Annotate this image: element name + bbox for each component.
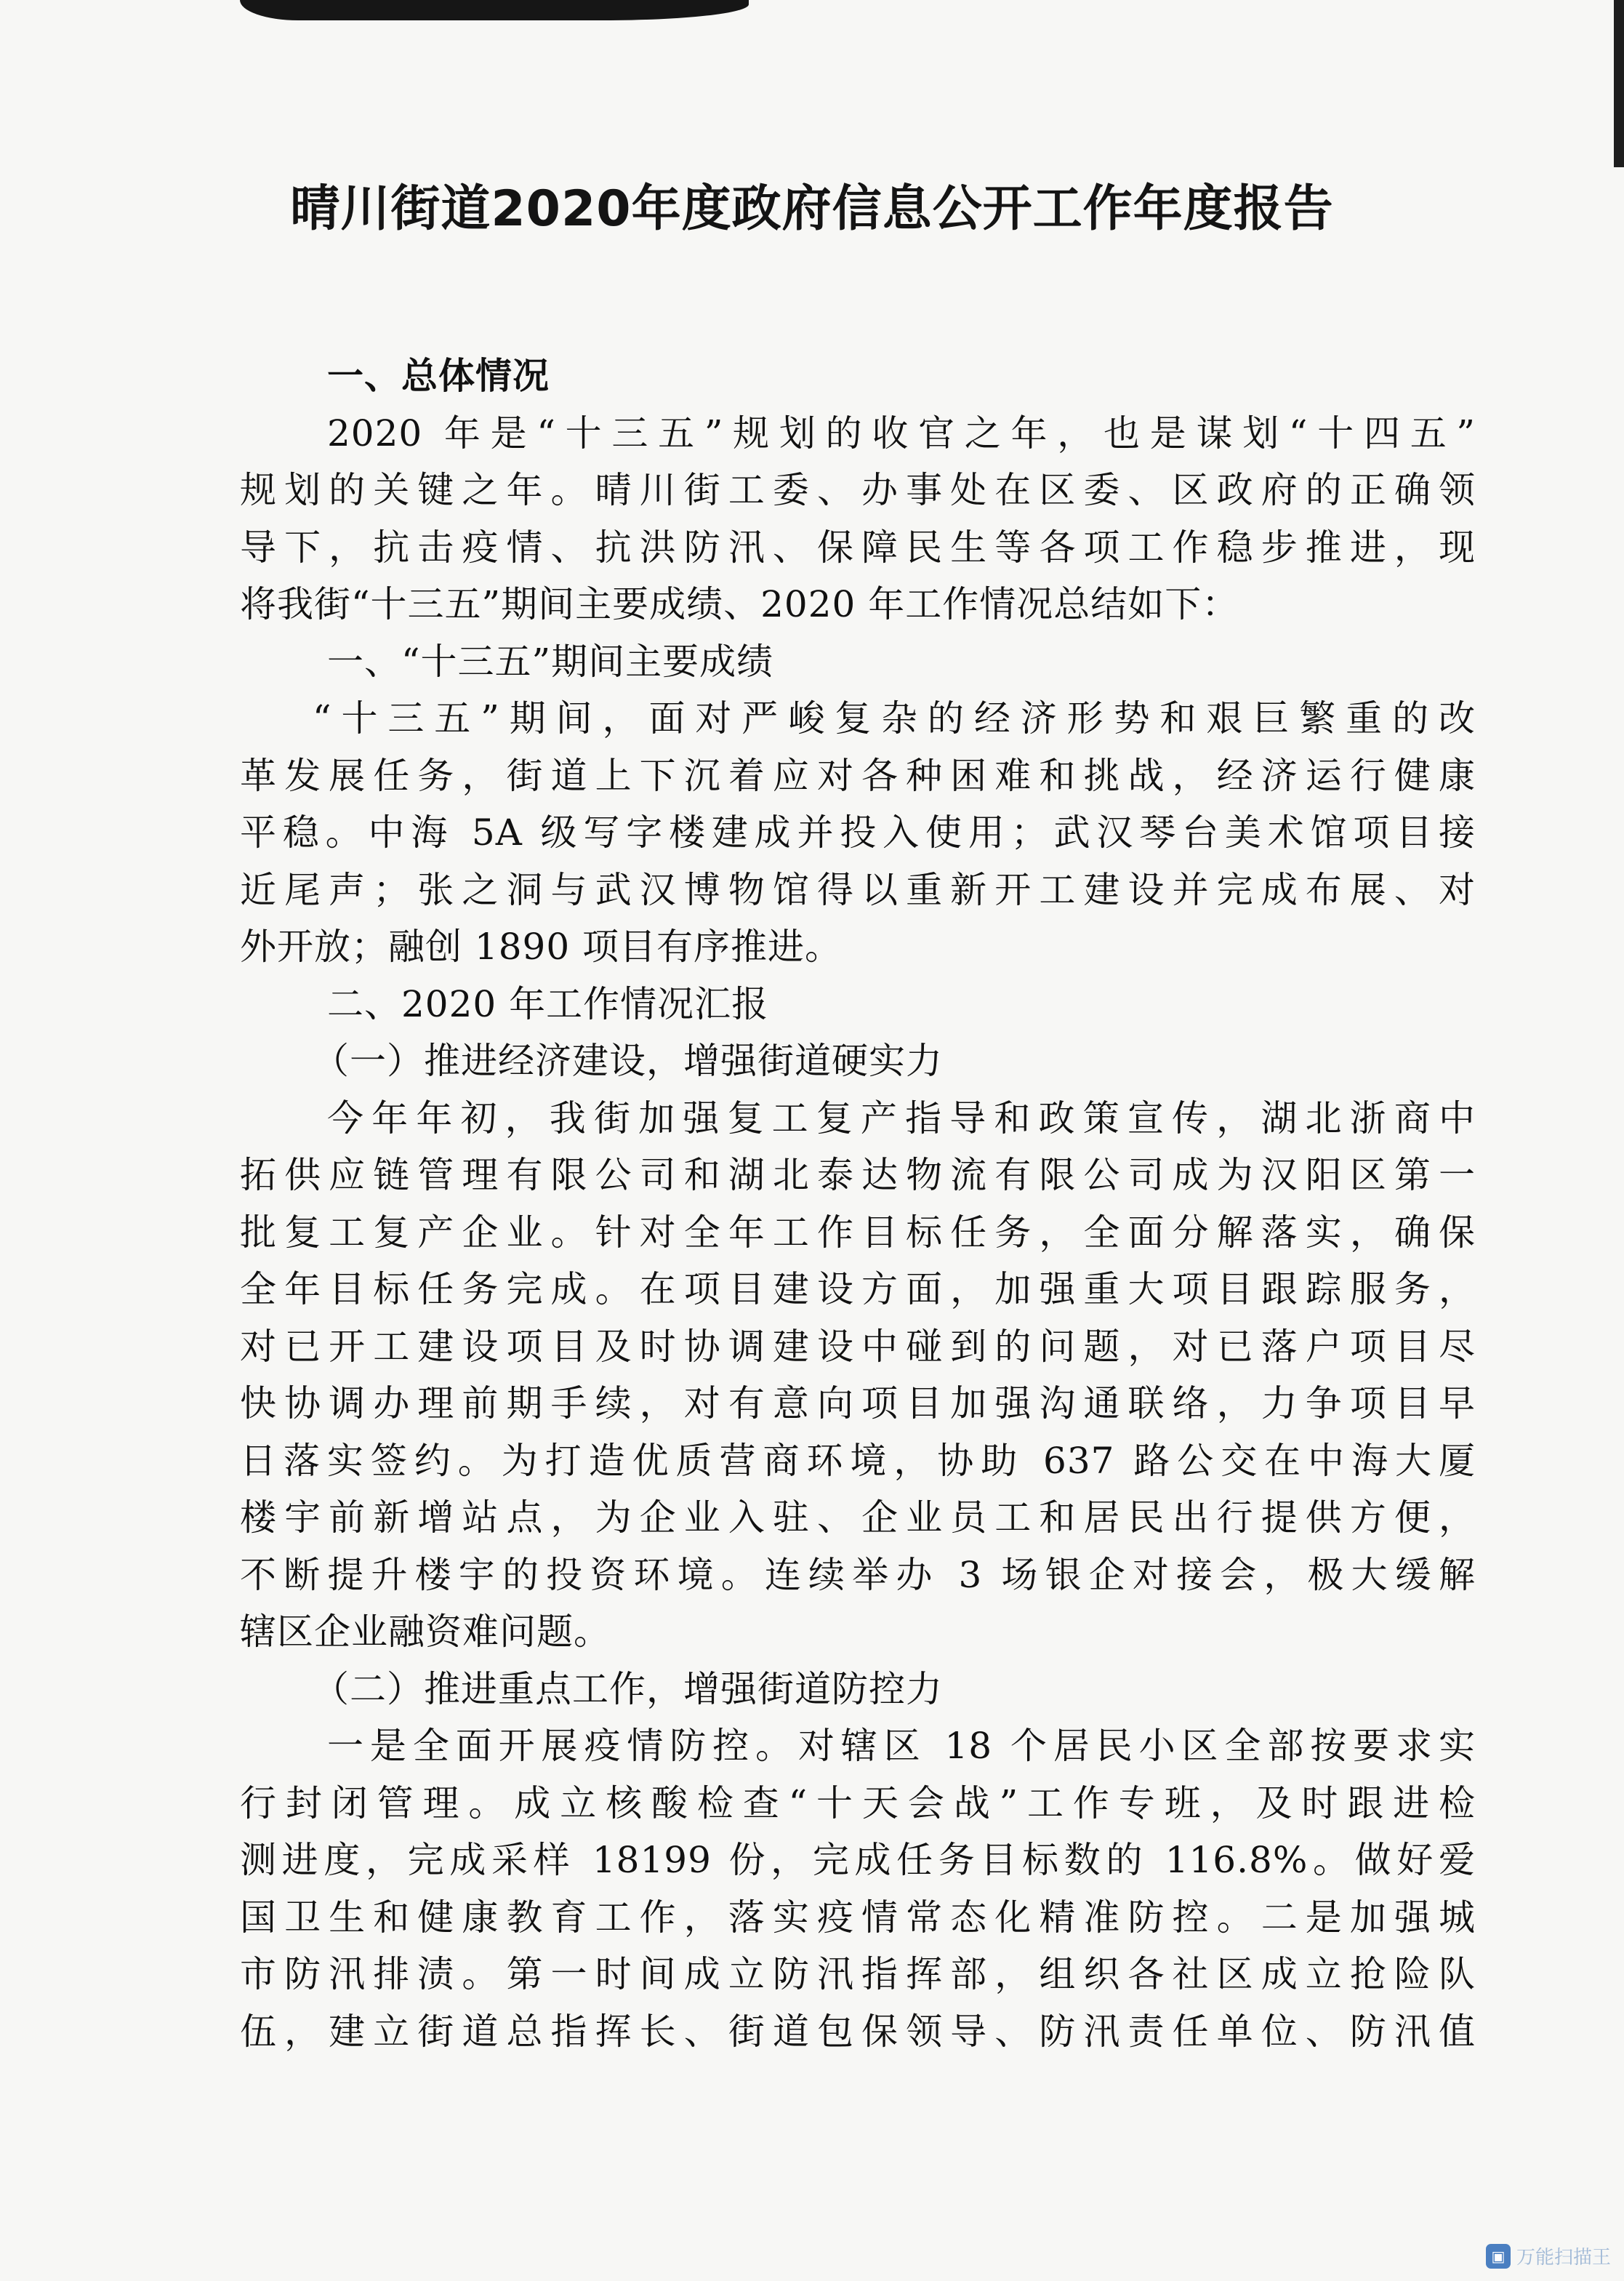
text-line: 导下，抗击疫情、抗洪防汛、保障民生等各项工作稳步推进，现 (240, 526, 1476, 569)
text-line: 批复工复产企业。针对全年工作目标任务，全面分解落实，确保 (240, 1211, 1476, 1254)
scanner-watermark (1486, 2242, 1611, 2269)
text-line: 近尾声；张之洞与武汉博物馆得以重新开工建设并完成布展、对 (240, 868, 1476, 911)
section-heading: 一、总体情况 (327, 355, 550, 397)
text-line: 外开放；融创 1890 项目有序推进。 (240, 926, 843, 968)
scan-edge-shadow (240, 0, 749, 20)
document-body (240, 348, 1476, 2060)
text-line: （一）推进经济建设，增强街道硬实力 (313, 1040, 943, 1082)
text-line: 革发展任务，街道上下沉着应对各种困难和挑战，经济运行健康 (240, 754, 1476, 797)
text-line: 一是全面开展疫情防控。对辖区 18 个居民小区全部按要求实 (327, 1725, 1476, 1767)
text-line: 全年目标任务完成。在项目建设方面，加强重大项目跟踪服务， (240, 1268, 1476, 1310)
text-line: 将我街“十三五”期间主要成绩、2020 年工作情况总结如下： (240, 583, 1239, 625)
text-line: 快协调办理前期手续，对有意向项目加强沟通联络，力争项目早 (240, 1382, 1476, 1424)
scan-edge-strip (1614, 0, 1624, 167)
text-line: 对已开工建设项目及时协调建设中碰到的问题，对已落户项目尽 (240, 1325, 1476, 1368)
text-line: 一、“十三五”期间主要成绩 (327, 640, 774, 683)
text-line: 国卫生和健康教育工作，落实疫情常态化精准防控。二是加强城 (240, 1896, 1476, 1939)
text-line: 日落实签约。为打造优质营商环境，协助 637 路公交在中海大厦 (240, 1439, 1476, 1482)
text-line: 今年年初，我街加强复工复产指导和政策宣传，湖北浙商中 (327, 1097, 1476, 1139)
text-line: 辖区企业融资难问题。 (240, 1611, 611, 1653)
text-line: 规划的关键之年。晴川街工委、办事处在区委、区政府的正确领 (240, 469, 1476, 511)
scanner-app-icon: ▣ (1486, 2244, 1511, 2269)
text-line: 2020 年是“十三五”规划的收官之年，也是谋划“十四五” (327, 412, 1476, 454)
text-line: “十三五”期间，面对严峻复杂的经济形势和艰巨繁重的改 (313, 697, 1476, 739)
text-line: 楼宇前新增站点，为企业入驻、企业员工和居民出行提供方便， (240, 1496, 1476, 1539)
text-line: 拓供应链管理有限公司和湖北泰达物流有限公司成为汉阳区第一 (240, 1154, 1476, 1196)
text-line: 二、2020 年工作情况汇报 (327, 982, 769, 1025)
text-line: 不断提升楼宇的投资环境。连续举办 3 场银企对接会，极大缓解 (240, 1553, 1476, 1596)
text-line: 伍，建立街道总指挥长、街道包保领导、防汛责任单位、防汛值 (240, 2010, 1476, 2053)
text-line: 行封闭管理。成立核酸检查“十天会战”工作专班，及时跟进检 (240, 1781, 1476, 1824)
text-line: 市防汛排渍。第一时间成立防汛指挥部，组织各社区成立抢险队 (240, 1953, 1476, 1995)
text-line: 测进度，完成采样 18199 份，完成任务目标数的 116.8%。做好爱 (240, 1839, 1476, 1881)
text-line: （二）推进重点工作，增强街道防控力 (313, 1667, 943, 1710)
document-title: 晴川街道2020年度政府信息公开工作年度报告 (290, 180, 1334, 238)
watermark-text: 万能扫描王 (1516, 2247, 1611, 2269)
text-line: 平稳。中海 5A 级写字楼建成并投入使用；武汉琴台美术馆项目接 (240, 811, 1476, 854)
